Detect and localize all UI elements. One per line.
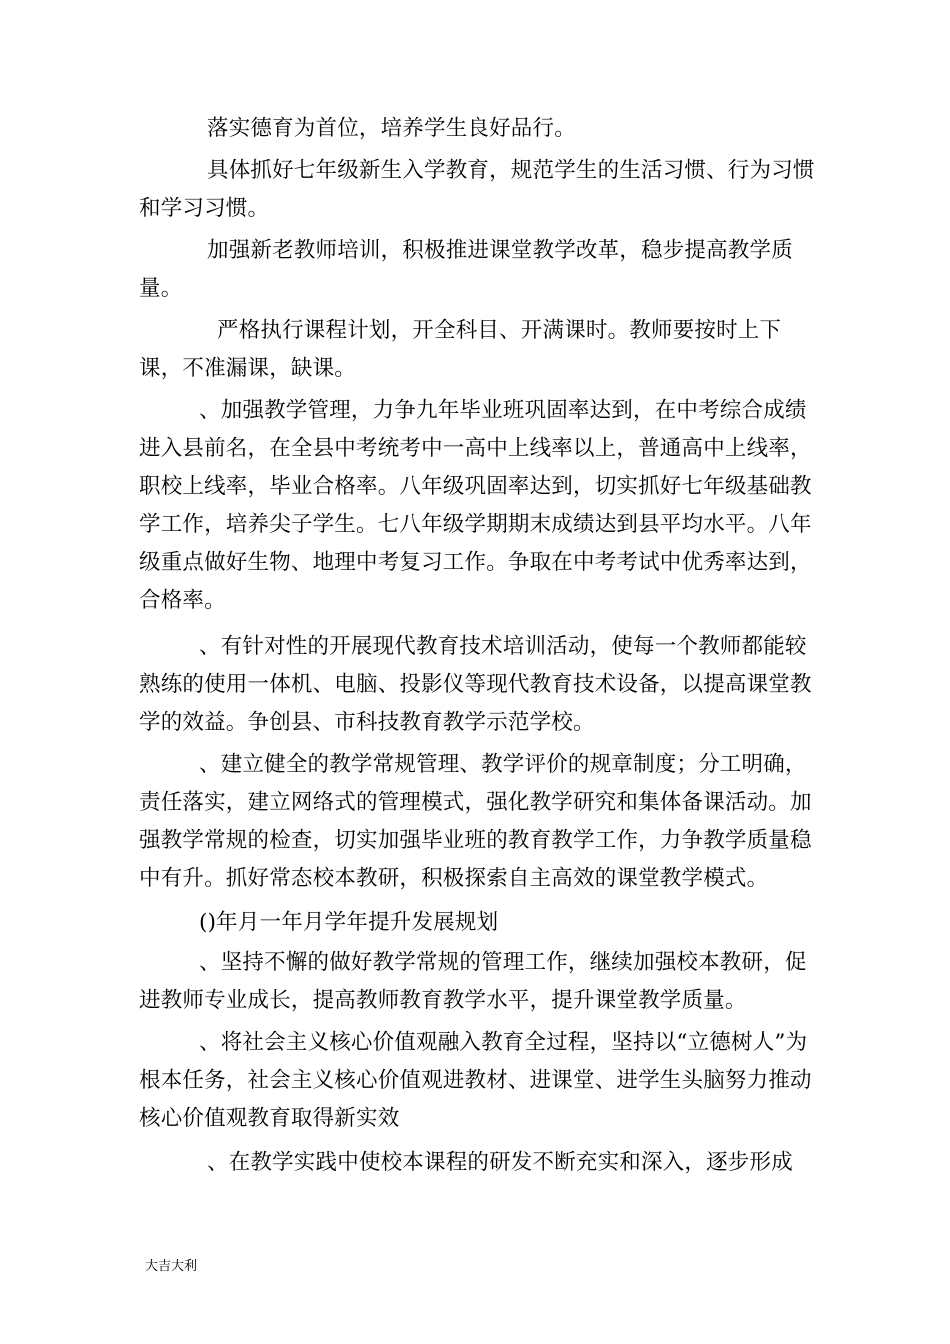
paragraph-2: 具体抓好七年级新生入学教育，规范学生的生活习惯、行为习惯和学习习惯。 (139, 158, 815, 221)
footer-text: 大吉大利 (145, 1259, 198, 1274)
paragraph-10: 、在教学实践中使校本课程的研发不断充实和深入，逐步形成 (207, 1150, 793, 1175)
paragraph-5: 、加强教学管理，力争九年毕业班巩固率达到，在中考综合成绩进入县前名，在全县中考统考中一高中上线率以上，普通高中上线率，职校上线率，毕业合格率。八年级巩固率达到，切实抓好七年级基础教学工作，培养尖子学生。七八年级学期期末成绩达到县平均水平。八年级重点做好生物、地理中考复习工作。争取在中考考试中优秀率达到，合格率。 (139, 398, 812, 613)
paragraph-9: 、将社会主义核心价值观融入教育全过程，坚持以“立德树人”为根本任务，社会主义核心价值观进教材、进课堂、进学生头脑努力推动核心价值观教育取得新实效 (139, 1030, 812, 1131)
paragraph-3: 加强新老教师培训，积极推进课堂教学改革，稳步提高教学质量。 (139, 238, 793, 301)
paragraph-7: 、建立健全的教学常规管理、教学评价的规章制度；分工明确，责任落实，建立网络式的管理模式，强化教学研究和集体备课活动。加强教学常规的检查，切实加强毕业班的教育教学工作，力争教学质量稳中有升。抓好常态校本教研，积极探索自主高效的课堂教学模式。 (139, 752, 812, 891)
paragraph-8: 、坚持不懈的做好教学常规的管理工作，继续加强校本教研，促进教师专业成长，提高教师教育教学水平，提升课堂教学质量。 (139, 950, 807, 1013)
paragraph-6: 、有针对性的开展现代教育技术培训活动，使每一个教师都能较熟练的使用一体机、电脑、投影仪等现代教育技术设备，以提高课堂教学的效益。争创县、市科技教育教学示范学校。 (139, 634, 812, 735)
section-heading: ()年月一年月学年提升发展规划 (199, 910, 499, 935)
paragraph-4: 严格执行课程计划，开全科目、开满课时。教师要按时上下课，不准漏课，缺课。 (139, 318, 782, 381)
paragraph-1: 落实德育为首位，培养学生良好品行。 (207, 116, 576, 141)
